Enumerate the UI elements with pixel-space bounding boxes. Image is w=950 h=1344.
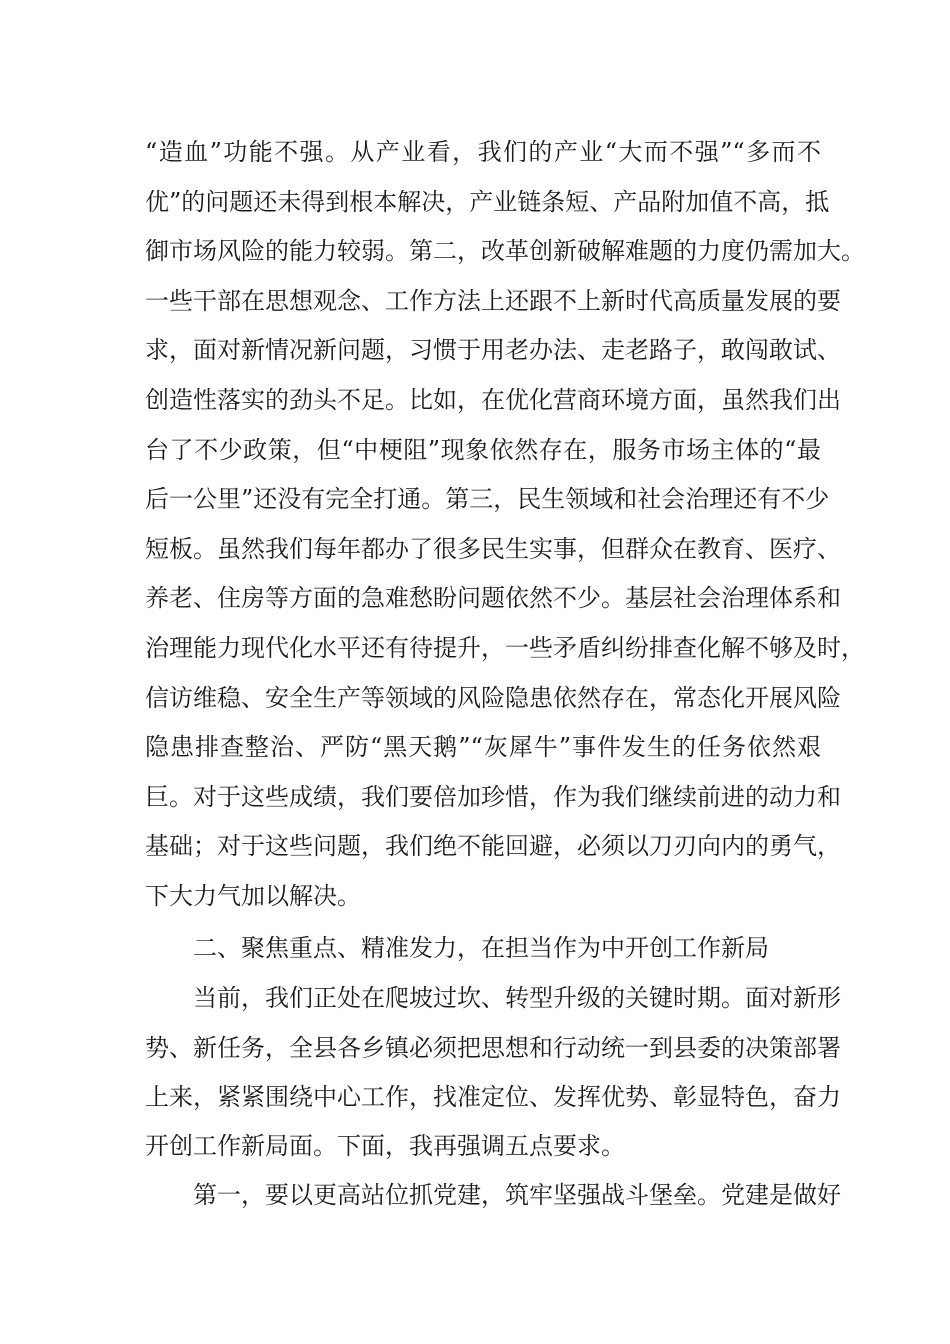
text-line: 势、新任务，全县各乡镇必须把思想和行动统一到县委的决策部署 <box>145 1034 841 1062</box>
text-line: 巨。对于这些成绩，我们要倍加珍惜，作为我们继续前进的动力和 <box>145 782 841 811</box>
text-line: 基础；对于这些问题，我们绝不能回避，必须以刀刃向内的勇气， <box>145 832 841 861</box>
text-line: 下大力气加以解决。 <box>145 882 361 910</box>
text-line: 短板。虽然我们每年都办了很多民生实事，但群众在教育、医疗、 <box>145 534 841 563</box>
text-line: 治理能力现代化水平还有待提升，一些矛盾纠纷排查化解不够及时， <box>145 634 865 662</box>
text-line: 创造性落实的劲头不足。比如，在优化营商环境方面，虽然我们出 <box>145 386 841 414</box>
text-line: 台了不少政策，但“中梗阻”现象依然存在，服务市场主体的“最 <box>145 435 821 464</box>
text-line: 第一，要以更高站位抓党建，筑牢坚强战斗堡垒。党建是做好 <box>193 1181 841 1209</box>
text-line: 开创工作新局面。下面，我再强调五点要求。 <box>145 1132 625 1160</box>
text-line: 后一公里”还没有完全打通。第三，民生领域和社会治理还有不少 <box>145 485 830 514</box>
text-line: 优”的问题还未得到根本解决，产业链条短、产品附加值不高，抵 <box>145 187 830 216</box>
text-line: 养老、住房等方面的急难愁盼问题依然不少。基层社会治理体系和 <box>145 584 841 613</box>
text-line: 求，面对新情况新问题，习惯于用老办法、走老路子，敢闯敢试、 <box>145 336 841 365</box>
text-line: 隐患排查整治、严防“黑天鹅”“灰犀牛”事件发生的任务依然艰 <box>145 733 821 762</box>
text-line: 上来，紧紧围绕中心工作，找准定位、发挥优势、彰显特色，奋力 <box>145 1083 841 1111</box>
text-line: 信访维稳、安全生产等领域的风险隐患依然存在，常态化开展风险 <box>145 683 841 712</box>
section-heading: 二、聚焦重点、精准发力，在担当作为中开创工作新局 <box>193 934 769 962</box>
text-line: 一些干部在思想观念、工作方法上还跟不上新时代高质量发展的要 <box>145 286 841 315</box>
text-line: 当前，我们正处在爬坡过坎、转型升级的关键时期。面对新形 <box>193 984 841 1012</box>
text-line: “造血”功能不强。从产业看，我们的产业“大而不强”“多而不 <box>145 138 821 166</box>
text-line: 御市场风险的能力较弱。第二，改革创新破解难题的力度仍需加大。 <box>145 237 865 266</box>
